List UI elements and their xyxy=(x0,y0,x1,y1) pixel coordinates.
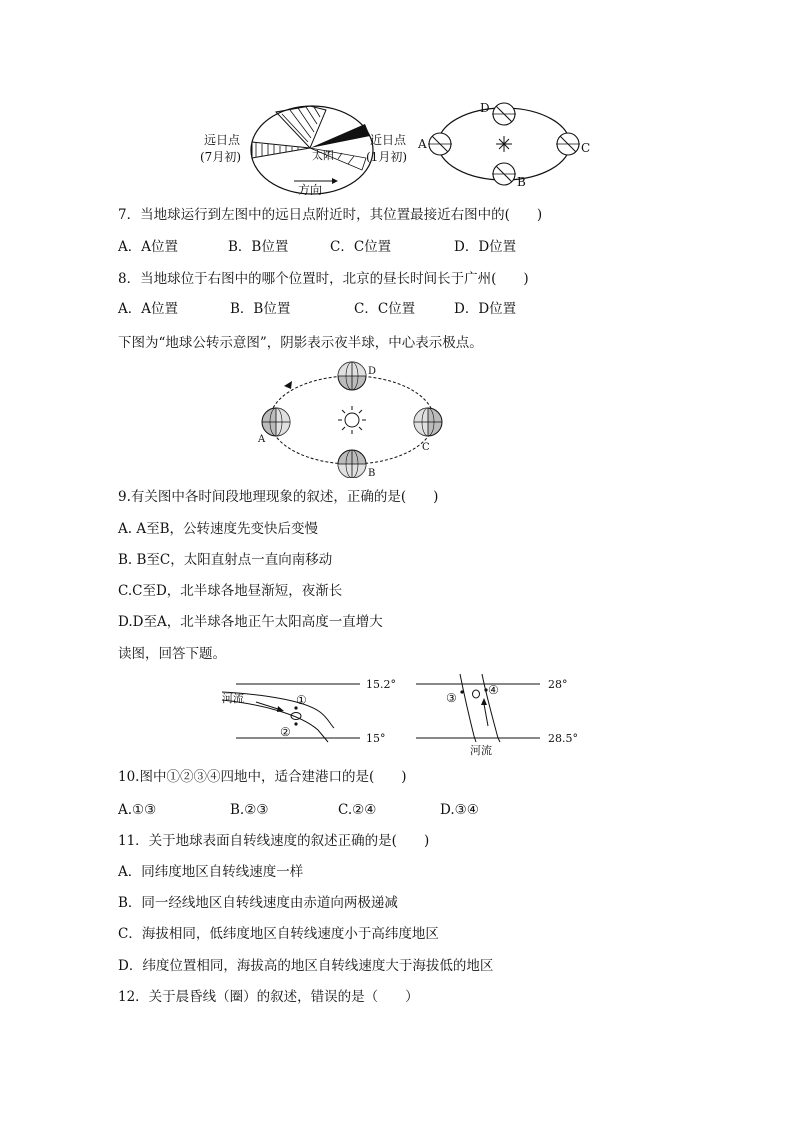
perihelion-label: 近日点 xyxy=(370,133,407,147)
earth-position-a xyxy=(428,133,452,155)
q8-stem: 8．当地球位于右图中的哪个位置时，北京的昼长时间长于广州( ) xyxy=(118,271,529,287)
right-river-label: 河流 xyxy=(470,744,492,757)
q11-option-c[interactable]: C．海拔相同，低纬度地区自转线速度小于高纬度地区 xyxy=(118,926,439,942)
intro-figure3: 读图，回答下题。 xyxy=(118,646,226,662)
q9-option-b[interactable]: B. B至C，太阳直射点一直向南移动 xyxy=(118,552,333,568)
sun-icon xyxy=(338,406,366,434)
mark-2: ② xyxy=(280,725,291,739)
mark-3-dot xyxy=(460,690,463,693)
fig2-label-d: D xyxy=(368,366,377,377)
right-lat-top: 28° xyxy=(548,678,568,691)
q10-options xyxy=(118,801,479,819)
left-lat-top: 15.2° xyxy=(366,678,396,691)
q8-option-c[interactable]: C．C位置 xyxy=(354,301,416,317)
globe-b xyxy=(338,450,366,478)
perihelion-date: (1月初) xyxy=(366,150,407,164)
q11-option-d[interactable]: D．纬度位置相同，海拔高的地区自转线速度大于海拔低的地区 xyxy=(118,958,494,974)
q7-options xyxy=(118,238,516,256)
figure-orbit-pair xyxy=(190,98,610,200)
q11-stem: 11．关于地球表面自转线速度的叙述正确的是( ) xyxy=(118,833,430,849)
label-b: B xyxy=(517,175,526,189)
sun-star-icon xyxy=(496,136,512,152)
q9-stem: 9.有关图中各时间段地理现象的叙述，正确的是( ) xyxy=(118,489,439,505)
right-river-flow-arrow xyxy=(484,704,488,726)
q8-option-b[interactable]: B．B位置 xyxy=(230,301,291,317)
q10-option-c[interactable]: C.②④ xyxy=(338,802,377,818)
right-lat-bottom: 28.5° xyxy=(548,732,578,745)
q8-options xyxy=(118,300,516,318)
sun-label: 太阳 xyxy=(312,149,334,162)
aphelion-date: (7月初) xyxy=(200,150,241,164)
intro-figure2: 下图为“地球公转示意图”，阴影表示夜半球，中心表示极点。 xyxy=(118,335,483,351)
q10-option-b[interactable]: B.②③ xyxy=(230,802,269,818)
q7-option-d[interactable]: D．D位置 xyxy=(454,239,517,255)
figure-earth-revolution xyxy=(254,358,450,478)
globe-a xyxy=(262,408,290,436)
label-c: C xyxy=(581,141,591,155)
right-island xyxy=(473,690,480,698)
mark-3: ③ xyxy=(446,691,457,705)
q8-option-d[interactable]: D．D位置 xyxy=(454,301,517,317)
figure-rivers xyxy=(220,672,590,760)
q10-option-a[interactable]: A.①③ xyxy=(118,802,157,818)
direction-label: 方向 xyxy=(298,183,323,197)
left-lat-bottom: 15° xyxy=(366,732,386,745)
aphelion-label: 远日点 xyxy=(204,133,241,147)
q9-option-d[interactable]: D.D至A，北半球各地正午太阳高度一直增大 xyxy=(118,614,383,630)
left-river-flow-arrow-head xyxy=(277,706,284,712)
q12-stem: 12．关于晨昏线（圈）的叙述，错误的是（ ） xyxy=(118,989,419,1005)
mark-1: ① xyxy=(296,693,307,707)
q9-option-c[interactable]: C.C至D，北半球各地昼渐短，夜渐长 xyxy=(118,583,343,599)
earth-position-b xyxy=(492,163,516,185)
globe-c xyxy=(414,408,442,436)
left-river-label: 河流 xyxy=(222,692,244,705)
right-river-flow-arrow-head xyxy=(481,698,487,705)
fig2-label-c: C xyxy=(422,442,430,453)
q7-option-c[interactable]: C．C位置 xyxy=(330,239,392,255)
sector-hatched-left xyxy=(252,142,310,158)
label-d: D xyxy=(480,101,490,115)
mark-2-dot xyxy=(294,722,297,725)
earth-position-d xyxy=(492,103,516,125)
q8-option-a[interactable]: A．A位置 xyxy=(118,301,178,317)
direction-arrow-head xyxy=(332,178,338,184)
earth-position-c xyxy=(556,133,580,155)
q7-stem: 7．当地球运行到左图中的远日点附近时，其位置最接近右图中的( ) xyxy=(118,207,543,223)
q7-option-a[interactable]: A．A位置 xyxy=(118,239,178,255)
mark-4: ④ xyxy=(488,683,499,697)
left-river-bank-1 xyxy=(222,700,328,742)
q7-option-b[interactable]: B．B位置 xyxy=(228,239,289,255)
q10-option-d[interactable]: D.③④ xyxy=(440,802,479,818)
label-a: A xyxy=(418,137,427,151)
globe-d xyxy=(338,362,366,390)
fig2-label-a: A xyxy=(258,434,266,445)
q9-option-a[interactable]: A. A至B，公转速度先变快后变慢 xyxy=(118,521,319,537)
q10-stem: 10.图中①②③④四地中，适合建港口的是( ) xyxy=(118,769,407,785)
q11-option-a[interactable]: A．同纬度地区自转线速度一样 xyxy=(118,864,304,880)
fig2-label-b: B xyxy=(368,468,376,478)
orbit-direction-arrow xyxy=(284,381,292,389)
q11-option-b[interactable]: B．同一经线地区自转线速度由赤道向两极递减 xyxy=(118,895,398,911)
